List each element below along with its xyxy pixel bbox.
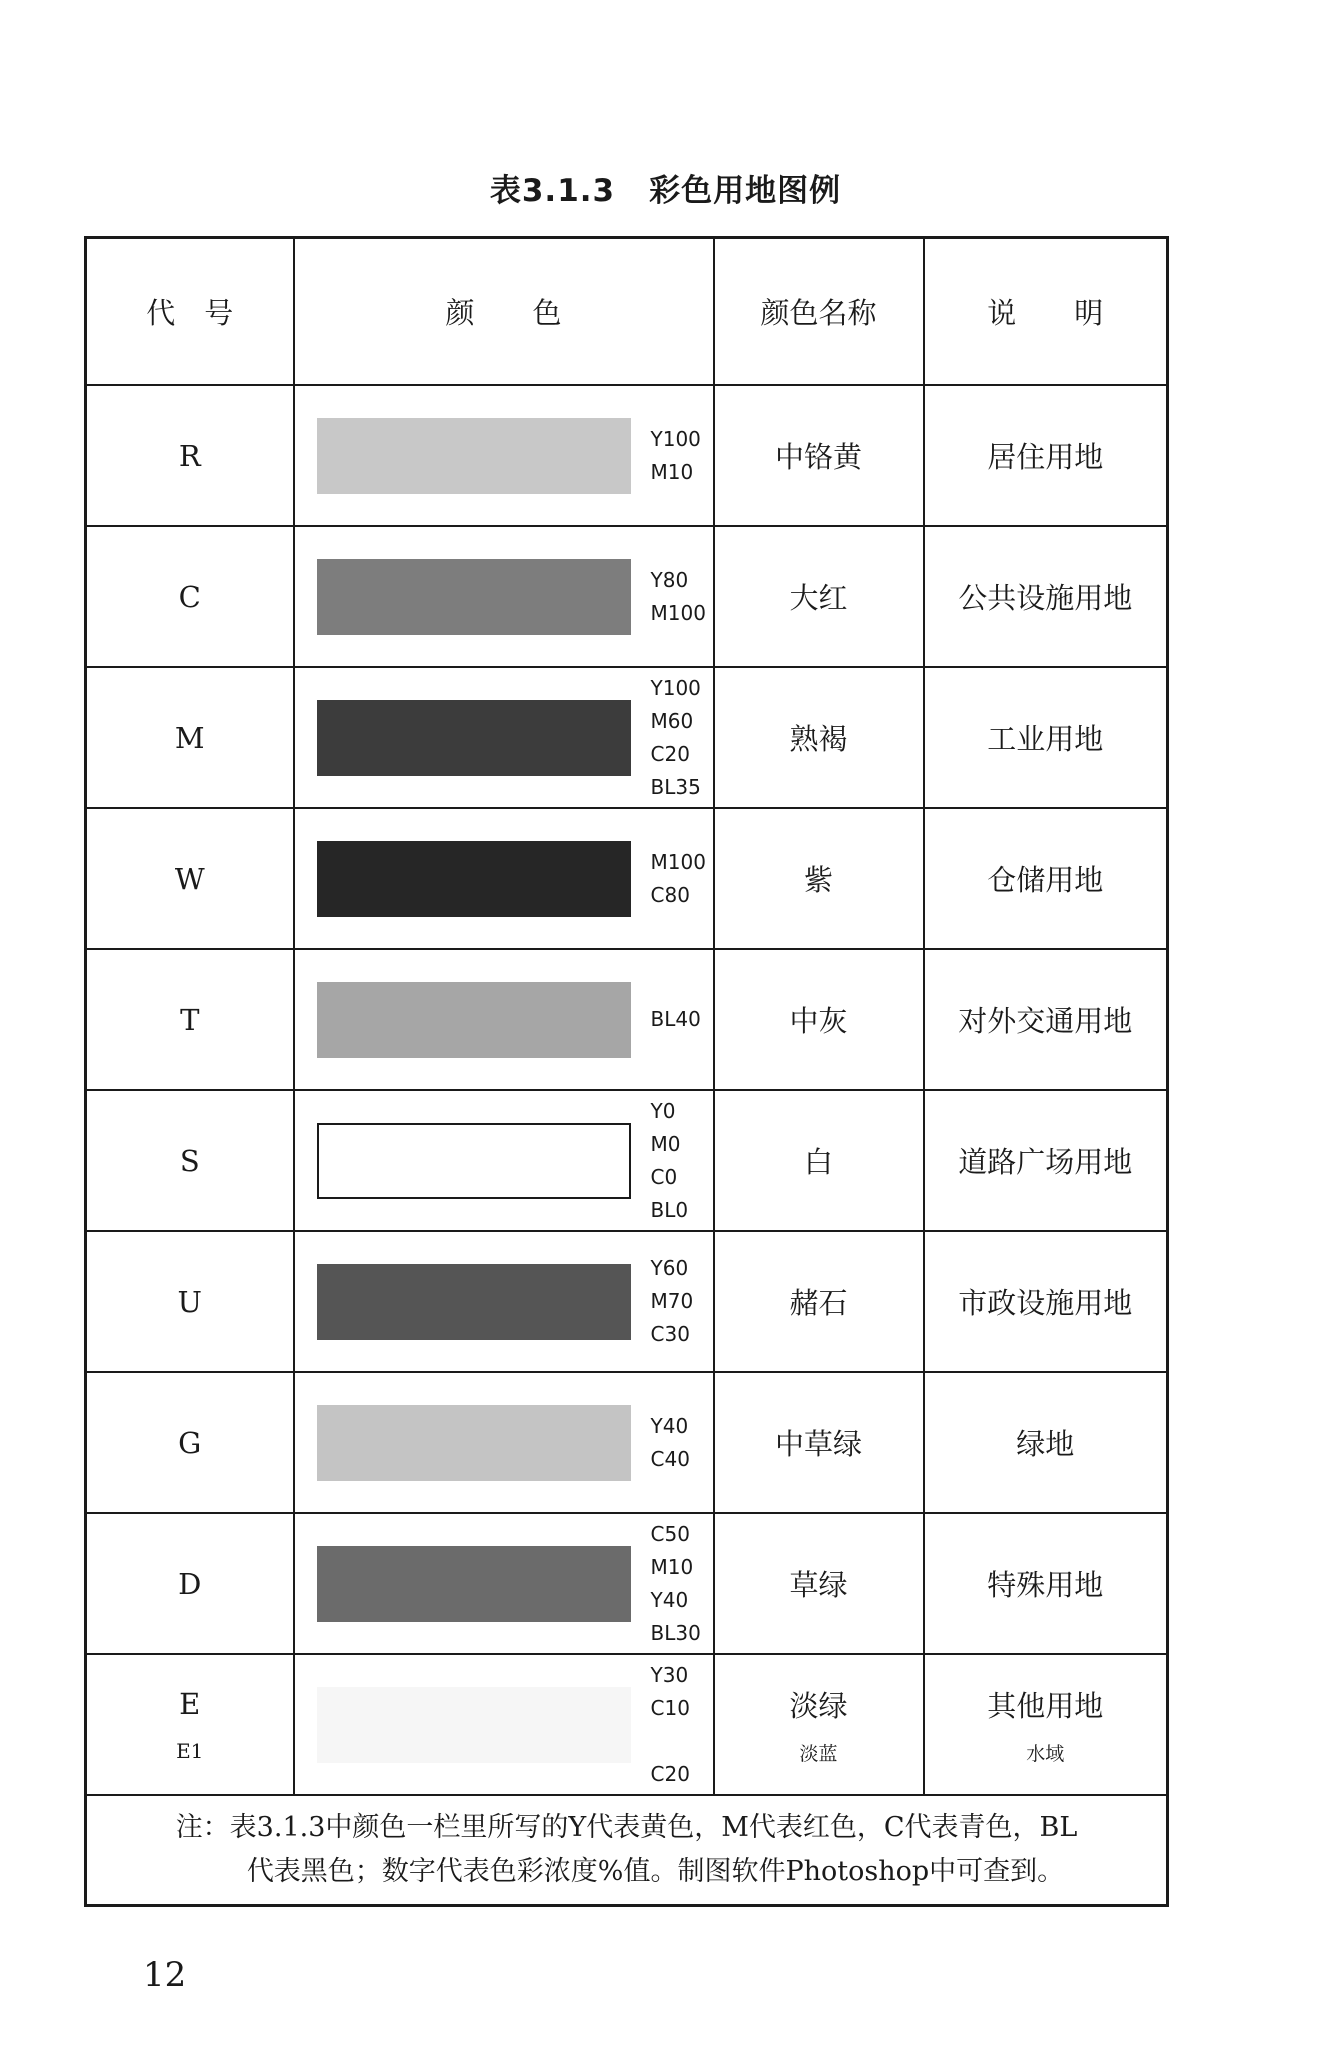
color-codes bbox=[651, 1659, 690, 1791]
color-codes bbox=[651, 672, 701, 804]
land-use-description bbox=[924, 1231, 1168, 1372]
page-number: 12 bbox=[143, 1955, 187, 1995]
color-code: Y80 bbox=[650, 567, 689, 592]
note-line-2: 代表黑色；数字代表色彩浓度%值。制图软件Photoshop中可查到。 bbox=[246, 1856, 1065, 1887]
note-row bbox=[86, 1795, 1168, 1906]
color-code: BL30 bbox=[650, 1620, 701, 1645]
table-row bbox=[86, 385, 1168, 526]
color-swatch bbox=[317, 700, 631, 776]
table-row bbox=[86, 1654, 1168, 1795]
color-cell bbox=[294, 1654, 714, 1795]
land-code-value: G bbox=[178, 1425, 202, 1460]
table-row bbox=[86, 526, 1168, 667]
land-use-description-value: 绿地 bbox=[1016, 1427, 1075, 1461]
land-use-description-value: 对外交通用地 bbox=[958, 1004, 1133, 1038]
color-codes bbox=[651, 1252, 694, 1351]
color-swatch bbox=[317, 1546, 631, 1622]
land-code bbox=[86, 949, 294, 1090]
color-code: Y30 bbox=[650, 1662, 689, 1687]
color-code: Y0 bbox=[650, 1098, 676, 1123]
color-name bbox=[714, 1090, 924, 1231]
color-code: C0 bbox=[650, 1164, 678, 1189]
land-code-sub: E1 bbox=[176, 1738, 204, 1763]
color-name bbox=[714, 526, 924, 667]
land-code-value: C bbox=[178, 579, 201, 614]
color-cell bbox=[294, 385, 714, 526]
land-use-description bbox=[924, 949, 1168, 1090]
color-cell bbox=[294, 667, 714, 808]
land-code bbox=[86, 1372, 294, 1513]
color-name bbox=[714, 949, 924, 1090]
land-use-description-value: 公共设施用地 bbox=[958, 581, 1133, 615]
color-cell bbox=[294, 808, 714, 949]
header-color-name: 颜色名称 bbox=[714, 238, 924, 386]
color-name-value: 大红 bbox=[789, 581, 848, 615]
color-code bbox=[651, 1725, 690, 1758]
color-code: M70 bbox=[650, 1289, 694, 1313]
land-code bbox=[86, 808, 294, 949]
color-code: M10 bbox=[650, 459, 694, 484]
land-use-description-value: 居住用地 bbox=[987, 440, 1104, 474]
table-row bbox=[86, 1372, 1168, 1513]
land-code bbox=[86, 526, 294, 667]
color-code: M100 bbox=[650, 849, 706, 874]
color-codes bbox=[651, 564, 706, 630]
land-code-value: E bbox=[179, 1686, 201, 1721]
header-code: 代 号 bbox=[86, 238, 294, 386]
color-name bbox=[714, 1372, 924, 1513]
land-use-description-value: 特殊用地 bbox=[987, 1568, 1104, 1602]
color-swatch bbox=[317, 982, 631, 1058]
land-code-value: S bbox=[179, 1143, 200, 1178]
color-code: M10 bbox=[650, 1554, 694, 1579]
color-code: C10 bbox=[650, 1695, 690, 1720]
table-note bbox=[86, 1795, 1168, 1906]
land-use-description bbox=[924, 1372, 1168, 1513]
color-codes bbox=[651, 423, 701, 489]
color-swatch bbox=[317, 1687, 631, 1763]
land-code-value: W bbox=[174, 861, 205, 896]
color-swatch bbox=[317, 1405, 631, 1481]
color-cell bbox=[294, 949, 714, 1090]
color-name-value: 中灰 bbox=[789, 1004, 848, 1038]
table-caption: 彩色用地图例 bbox=[649, 173, 842, 209]
color-code: Y60 bbox=[650, 1256, 689, 1280]
land-use-description-value: 道路广场用地 bbox=[958, 1145, 1133, 1179]
color-name bbox=[714, 667, 924, 808]
table-row bbox=[86, 1231, 1168, 1372]
color-code: M100 bbox=[650, 600, 706, 625]
color-codes bbox=[651, 1518, 701, 1650]
color-name-value: 中草绿 bbox=[774, 1427, 862, 1461]
land-use-color-legend-table bbox=[84, 236, 1169, 1907]
color-name-value: 紫 bbox=[803, 863, 833, 897]
color-name-value: 熟褐 bbox=[789, 722, 848, 756]
color-name-value: 白 bbox=[803, 1145, 833, 1179]
color-cell bbox=[294, 1513, 714, 1654]
color-code: M60 bbox=[650, 708, 694, 733]
land-use-description bbox=[924, 1513, 1168, 1654]
land-use-description bbox=[924, 808, 1168, 949]
land-use-description-value: 市政设施用地 bbox=[958, 1286, 1133, 1320]
color-code: BL35 bbox=[650, 774, 701, 799]
color-codes bbox=[651, 846, 706, 912]
land-use-description-value: 其他用地 bbox=[987, 1688, 1104, 1723]
land-use-description-value: 仓储用地 bbox=[987, 863, 1104, 897]
color-code: C20 bbox=[650, 1761, 690, 1786]
land-code-value: D bbox=[178, 1566, 202, 1601]
land-use-description bbox=[924, 1090, 1168, 1231]
header-row bbox=[86, 238, 1168, 386]
color-cell bbox=[294, 1090, 714, 1231]
color-codes bbox=[651, 1095, 689, 1227]
color-name bbox=[714, 1513, 924, 1654]
color-cell bbox=[294, 1372, 714, 1513]
land-code-value: T bbox=[180, 1002, 200, 1037]
land-code bbox=[86, 385, 294, 526]
land-use-description bbox=[924, 667, 1168, 808]
table-row bbox=[86, 808, 1168, 949]
color-code: BL40 bbox=[650, 1007, 701, 1031]
table-row bbox=[86, 1090, 1168, 1231]
note-line-1: 注：表3.1.3中颜色一栏里所写的Y代表黄色，M代表红色，C代表青色，BL bbox=[175, 1812, 1078, 1843]
color-swatch bbox=[317, 1123, 631, 1199]
color-name bbox=[714, 1231, 924, 1372]
land-use-description bbox=[924, 1654, 1168, 1795]
land-use-description bbox=[924, 385, 1168, 526]
color-cell bbox=[294, 526, 714, 667]
color-name bbox=[714, 808, 924, 949]
color-code: C20 bbox=[650, 741, 690, 766]
color-codes bbox=[651, 1410, 690, 1476]
table-title bbox=[0, 165, 1331, 210]
header-description: 说 明 bbox=[924, 238, 1168, 386]
color-code: C80 bbox=[650, 882, 690, 907]
color-code: C40 bbox=[650, 1446, 690, 1471]
color-code: Y100 bbox=[650, 426, 701, 451]
color-code: BL0 bbox=[650, 1197, 689, 1222]
land-code bbox=[86, 1513, 294, 1654]
color-swatch bbox=[317, 559, 631, 635]
color-code: M0 bbox=[650, 1131, 681, 1156]
color-name bbox=[714, 1654, 924, 1795]
color-name-value: 草绿 bbox=[789, 1568, 848, 1602]
color-name-value: 赭石 bbox=[789, 1286, 848, 1320]
land-code bbox=[86, 1090, 294, 1231]
land-use-description-sub: 水域 bbox=[1026, 1742, 1065, 1765]
table-row bbox=[86, 949, 1168, 1090]
land-code-value: U bbox=[177, 1284, 202, 1319]
color-swatch bbox=[317, 418, 631, 494]
table-number: 表3.1.3 bbox=[489, 173, 616, 209]
color-swatch bbox=[317, 841, 631, 917]
header-color: 颜 色 bbox=[294, 238, 714, 386]
land-code bbox=[86, 1654, 294, 1795]
table-row bbox=[86, 667, 1168, 808]
land-code bbox=[86, 667, 294, 808]
land-use-description bbox=[924, 526, 1168, 667]
land-use-description-value: 工业用地 bbox=[987, 722, 1104, 756]
color-swatch bbox=[317, 1264, 631, 1340]
table-row bbox=[86, 1513, 1168, 1654]
color-name-value: 淡绿 bbox=[789, 1688, 848, 1723]
color-code: Y40 bbox=[650, 1587, 689, 1612]
land-code-value: R bbox=[178, 438, 201, 473]
color-code: C50 bbox=[650, 1521, 690, 1546]
color-name bbox=[714, 385, 924, 526]
color-code: Y100 bbox=[650, 675, 701, 700]
land-code-value: M bbox=[174, 720, 205, 755]
color-name-value: 中铬黄 bbox=[774, 440, 862, 474]
color-code: Y40 bbox=[650, 1413, 689, 1438]
color-name-sub: 淡蓝 bbox=[799, 1742, 838, 1765]
land-code bbox=[86, 1231, 294, 1372]
color-code: C30 bbox=[650, 1322, 690, 1346]
color-codes bbox=[651, 1003, 701, 1036]
color-cell bbox=[294, 1231, 714, 1372]
